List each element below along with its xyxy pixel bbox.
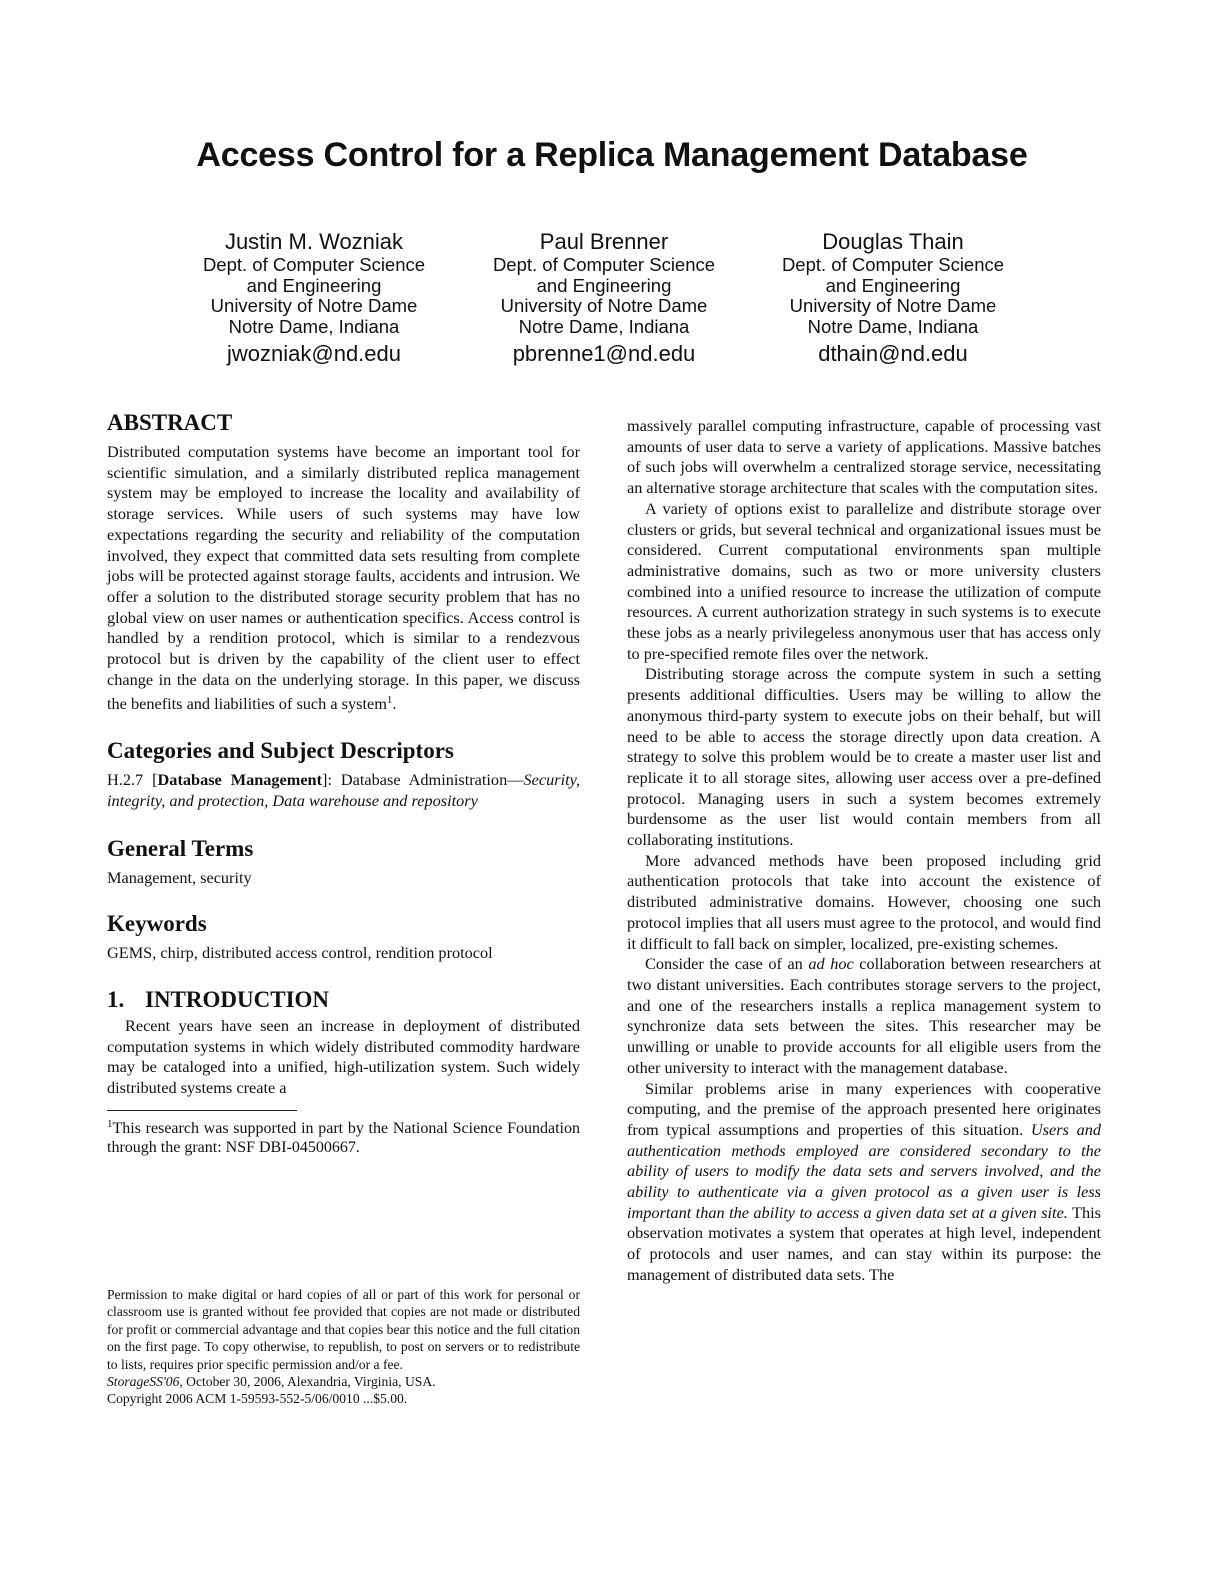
author-email[interactable]: jwozniak@nd.edu — [227, 341, 401, 367]
section-number: 1. — [107, 986, 125, 1012]
author-block — [164, 229, 464, 369]
paragraph-text: collaboration between researchers at two distant universities. Each contributes storage servers to the project, and one of the researchers installs a replica management system to synchronize data sets between the sites. This researcher may be unwilling or unable to provide accounts for all eligible users from the other university to interact with the management database. — [627, 954, 1101, 1077]
general-terms-text: Management, security — [107, 867, 252, 887]
categories-text — [107, 770, 580, 811]
introduction-heading — [107, 985, 580, 1015]
author-email[interactable]: pbrenne1@nd.edu — [512, 341, 696, 367]
author-university: University of Notre Dame — [789, 295, 997, 317]
category-sub: ]: Database Administration— — [322, 770, 524, 790]
abstract-body: Distributed computation systems have become an important tool for scientific simulation, and a similarly distributed replica management system may be employed to increase the locality and availability of storage services. While users of such systems may have low expectations regarding the security and reliability of the computation involved, they expect that committed data sets resulting from complete jobs will be protected against storage faults, accidents and intrusion. We offer a solution to the distributed storage security problem that has no global view on user names or authentication specifics. Access control is handled by a rendition protocol, which is similar to a rendezvous protocol but is driven by the capability of the client user to effect change in the data on the underlying storage. In this paper, we discuss the benefits and liabilities of such a system — [107, 442, 580, 714]
permission-notice — [107, 1286, 580, 1408]
keywords-heading: Keywords — [107, 911, 207, 937]
keywords-text: GEMS, chirp, distributed access control, rendition protocol — [107, 943, 493, 963]
footnote-number: 1 — [107, 1117, 113, 1130]
paragraph-text: Similar problems arise in many experiences with cooperative computing, and the premise of the approach presented here originates from typical assumptions and properties of this situation. — [627, 1078, 1101, 1139]
categories-heading: Categories and Subject Descriptors — [107, 738, 454, 764]
venue-line — [107, 1373, 580, 1390]
abstract-heading: ABSTRACT — [107, 410, 233, 435]
abstract-text — [107, 442, 580, 715]
author-block — [454, 229, 754, 369]
section-title: INTRODUCTION — [145, 986, 330, 1012]
author-location: Notre Dame, Indiana — [807, 315, 979, 337]
author-university: University of Notre Dame — [210, 295, 418, 317]
intro-paragraph-2: A variety of options exist to parallelize and distribute storage over clusters or grids, but several technical and organizational issues must be considered. Current computational environments span multiple administrative domains, such as two or more university clusters combined into a unified resource to increase the utilization of compute resources. A current authorization strategy in such systems is to execute these jobs as a nearly privilegeless anonymous user that has access only to pre-specified remote files over the network. — [627, 498, 1101, 663]
author-dept: Dept. of Computer Science — [202, 254, 426, 275]
author-name: Douglas Thain — [822, 229, 964, 254]
footnote-area — [107, 1110, 580, 1158]
paragraph-text: Consider the case of an — [645, 954, 809, 974]
author-block — [743, 229, 1043, 369]
intro-paragraph-4: More advanced methods have been proposed including grid authentication protocols that take into account the existence of distributed administrative domains. However, choosing one such protocol implies that all users must agree to the protocol, and would find it difficult to fall back on simpler, localized, pre-existing schemes. — [627, 850, 1101, 953]
author-email[interactable]: dthain@nd.edu — [818, 341, 968, 367]
author-dept-cont: and Engineering — [246, 274, 382, 296]
venue-details: October 30, 2006, Alexandria, Virginia, USA. — [182, 1374, 436, 1390]
emphasis-text: ad hoc — [808, 954, 854, 974]
author-location: Notre Dame, Indiana — [228, 315, 400, 337]
footnote-divider — [107, 1110, 297, 1111]
category-descriptors: Security, integrity, and protection, Data warehouse and repository — [107, 770, 581, 810]
footnote-text — [107, 1115, 580, 1158]
intro-paragraph-5 — [627, 954, 1101, 1078]
footnote-marker: 1 — [386, 694, 393, 707]
author-dept: Dept. of Computer Science — [781, 254, 1005, 275]
author-location: Notre Dame, Indiana — [518, 315, 690, 337]
category-name: Database Management — [157, 770, 323, 790]
intro-paragraph-1: Recent years have seen an increase in deployment of distributed computation systems in which widely distributed commodity hardware may be cataloged into a unified, high-utilization system. Such widely distributed systems create a — [107, 1015, 580, 1098]
intro-paragraph-6 — [627, 1079, 1101, 1286]
intro-paragraph-3: Distributing storage across the compute system in such a setting presents additional difficulties. Users may be willing to allow the anonymous third-party system to execute jobs on their behalf, but will need to be able to access the storage directly upon data creation. A strategy to solve this problem would be to create a master user list and replicate it to all storage sites, allowing user access over a pre-defined protocol. Managing users in such a system becomes extremely burdensome as the user list would contain members from all collaborating institutions. — [627, 664, 1101, 850]
left-column — [107, 408, 580, 1158]
author-dept-cont: and Engineering — [536, 274, 672, 296]
emphasis-text: Users and authentication methods employed are considered secondary to the ability of users to modify the data sets and servers involved, and the ability to authenticate via a given protocol as a given user is less important than the ability to access a given data set at a given site. — [627, 1119, 1101, 1222]
author-university: University of Notre Dame — [500, 295, 708, 317]
general-terms-heading: General Terms — [107, 835, 254, 861]
permission-text: Permission to make digital or hard copies of all or part of this work for personal or classroom use is granted without fee provided that copies are not made or distributed for profit or commercial advantage and that copies bear this notice and the full citation on the first page. To copy otherwise, to republish, to post on servers or to redistribute to lists, requires prior specific permission and/or a fee. — [107, 1287, 580, 1372]
right-column — [627, 416, 1101, 1286]
author-name: Paul Brenner — [539, 229, 669, 254]
author-dept: Dept. of Computer Science — [492, 254, 716, 275]
author-dept-cont: and Engineering — [825, 274, 961, 296]
author-name: Justin M. Wozniak — [224, 229, 404, 254]
category-code: H.2.7 [ — [107, 770, 158, 790]
abstract-period: . — [392, 694, 397, 714]
paper-title: Access Control for a Replica Management Database — [196, 136, 1028, 174]
intro-paragraph-continued: massively parallel computing infrastructure, capable of processing vast amounts of user data to serve a variety of applications. Massive batches of such jobs will overwhelm a centralized storage service, necessitating an alternative storage architecture that scales with the computation sites. — [627, 416, 1101, 498]
paragraph-text: This observation motivates a system that operates at high level, independent of protocols and user names, and can stay within its purpose: the management of distributed data sets. The — [627, 1202, 1101, 1284]
copyright-line: Copyright 2006 ACM 1-59593-552-5/06/0010 ...$5.00. — [107, 1391, 408, 1407]
footnote-body: This research was supported in part by the National Science Foundation through the grant: NSF DBI-04500667. — [107, 1119, 580, 1157]
venue-name: StorageSS'06, — [107, 1374, 183, 1390]
